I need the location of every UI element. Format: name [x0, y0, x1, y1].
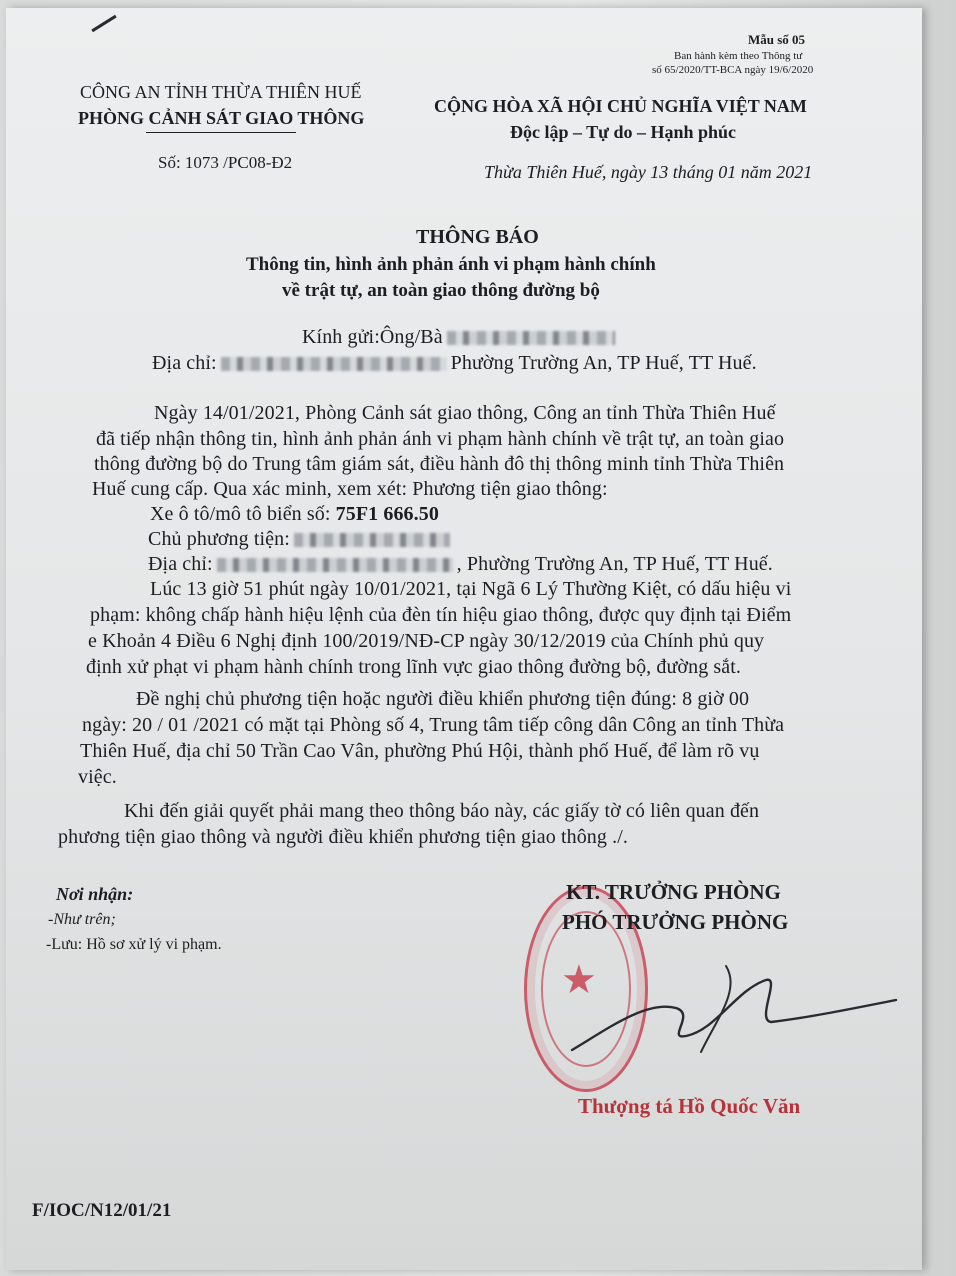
notice-title: THÔNG BÁO [416, 226, 539, 248]
paragraph-3-line-4: việc. [78, 766, 117, 788]
owner-line [148, 528, 454, 551]
recipient-address-tail: Phường Trường An, TP Huế, TT Huế. [450, 352, 757, 374]
agency-name: PHÒNG CẢNH SÁT GIAO THÔNG [78, 108, 365, 128]
pen-mark [91, 15, 116, 32]
paragraph-2-line-3: e Khoản 4 Điều 6 Nghị định 100/2019/NĐ-CP ngày 30/12/2019 của Chính phủ quy [88, 630, 765, 652]
vehicle-line [150, 503, 439, 526]
paragraph-1-line-4: Huế cung cấp. Qua xác minh, xem xét: Phương tiện giao thông: [92, 478, 608, 500]
recipient-line [302, 326, 619, 349]
redacted-name [447, 331, 615, 345]
paragraph-2-line-2: phạm: không chấp hành hiệu lệnh của đèn tín hiệu giao thông, được quy định tại Điểm [90, 604, 792, 626]
paragraph-1-line-3: thông đường bộ do Trung tâm giám sát, điều hành đô thị thông minh tỉnh Thừa Thiên [94, 453, 785, 475]
form-issued-line2: số 65/2020/TT-BCA ngày 19/6/2020 [652, 64, 814, 76]
reference-code: F/IOC/N12/01/21 [32, 1200, 172, 1221]
recipient-item-1: -Như trên; [48, 911, 116, 928]
owner-label: Chủ phương tiện: [148, 528, 290, 550]
recipient-address-label: Địa chỉ: [152, 352, 217, 374]
vehicle-label: Xe ô tô/mô tô biển số: [150, 503, 331, 525]
owner-address-label: Địa chỉ: [148, 553, 213, 575]
recipient-label: Kính gửi:Ông/Bà [302, 326, 443, 348]
handwritten-signature [566, 960, 906, 1070]
license-plate: 75F1 666.50 [335, 503, 439, 525]
star-icon: ★ [561, 957, 597, 1003]
owner-address-line [148, 553, 773, 576]
redacted-owner-address [217, 558, 453, 572]
paragraph-2-line-1: Lúc 13 giờ 51 phút ngày 10/01/2021, tại Ngã 6 Lý Thường Kiệt, có dấu hiệu vi [150, 578, 792, 600]
country-name: CỘNG HÒA XÃ HỘI CHỦ NGHĨA VIỆT NAM [434, 96, 807, 116]
redacted-address [221, 357, 447, 371]
paragraph-4-line-1: Khi đến giải quyết phải mang theo thông báo này, các giấy tờ có liên quan đến [124, 800, 760, 822]
recipient-address-line [152, 352, 757, 375]
paragraph-1-line-1: Ngày 14/01/2021, Phòng Cảnh sát giao thông, Công an tỉnh Thừa Thiên Huế [154, 402, 776, 424]
document-number: Số: 1073 /PC08-Đ2 [158, 153, 293, 172]
place-date: Thừa Thiên Huế, ngày 13 tháng 01 năm 2021 [484, 162, 813, 182]
notice-subtitle-2: về trật tự, an toàn giao thông đường bộ [282, 280, 600, 301]
notice-document [6, 8, 922, 1270]
recipients-title: Nơi nhận: [56, 884, 134, 904]
redacted-owner [294, 533, 450, 547]
paragraph-3-line-3: Thiên Huế, địa chỉ 50 Trần Cao Vân, phường Phú Hội, thành phố Huế, để làm rõ vụ [80, 740, 760, 762]
paragraph-3-line-2: ngày: 20 / 01 /2021 có mặt tại Phòng số 4, Trung tâm tiếp công dân Công an tỉnh Thừa [82, 714, 785, 736]
paragraph-3-line-1: Đề nghị chủ phương tiện hoặc người điều khiển phương tiện đúng: 8 giờ 00 [136, 688, 750, 710]
paragraph-1-line-2: đã tiếp nhận thông tin, hình ảnh phản ánh vi phạm hành chính về trật tự, an toàn giao [96, 428, 785, 450]
notice-subtitle-1: Thông tin, hình ảnh phản ánh vi phạm hành chính [246, 254, 656, 275]
national-motto: Độc lập – Tự do – Hạnh phúc [510, 122, 737, 142]
signer-name: Thượng tá Hồ Quốc Văn [578, 1094, 801, 1118]
sign-title-2: PHÓ TRƯỞNG PHÒNG [562, 910, 789, 934]
agency-parent: CÔNG AN TỈNH THỪA THIÊN HUẾ [80, 82, 362, 102]
paragraph-4-line-2: phương tiện giao thông và người điều khiển phương tiện giao thông ./. [58, 826, 628, 848]
agency-underline [146, 132, 296, 133]
owner-address-tail: , Phường Trường An, TP Huế, TT Huế. [456, 553, 773, 575]
recipient-item-2: -Lưu: Hồ sơ xử lý vi phạm. [46, 936, 222, 953]
paragraph-2-line-4: định xử phạt vi phạm hành chính trong lĩnh vực giao thông đường bộ, đường sắt. [86, 656, 742, 678]
form-issued-line1: Ban hành kèm theo Thông tư [674, 50, 803, 62]
sign-title-1: KT. TRƯỞNG PHÒNG [566, 880, 781, 904]
form-number: Mẫu số 05 [748, 32, 806, 47]
